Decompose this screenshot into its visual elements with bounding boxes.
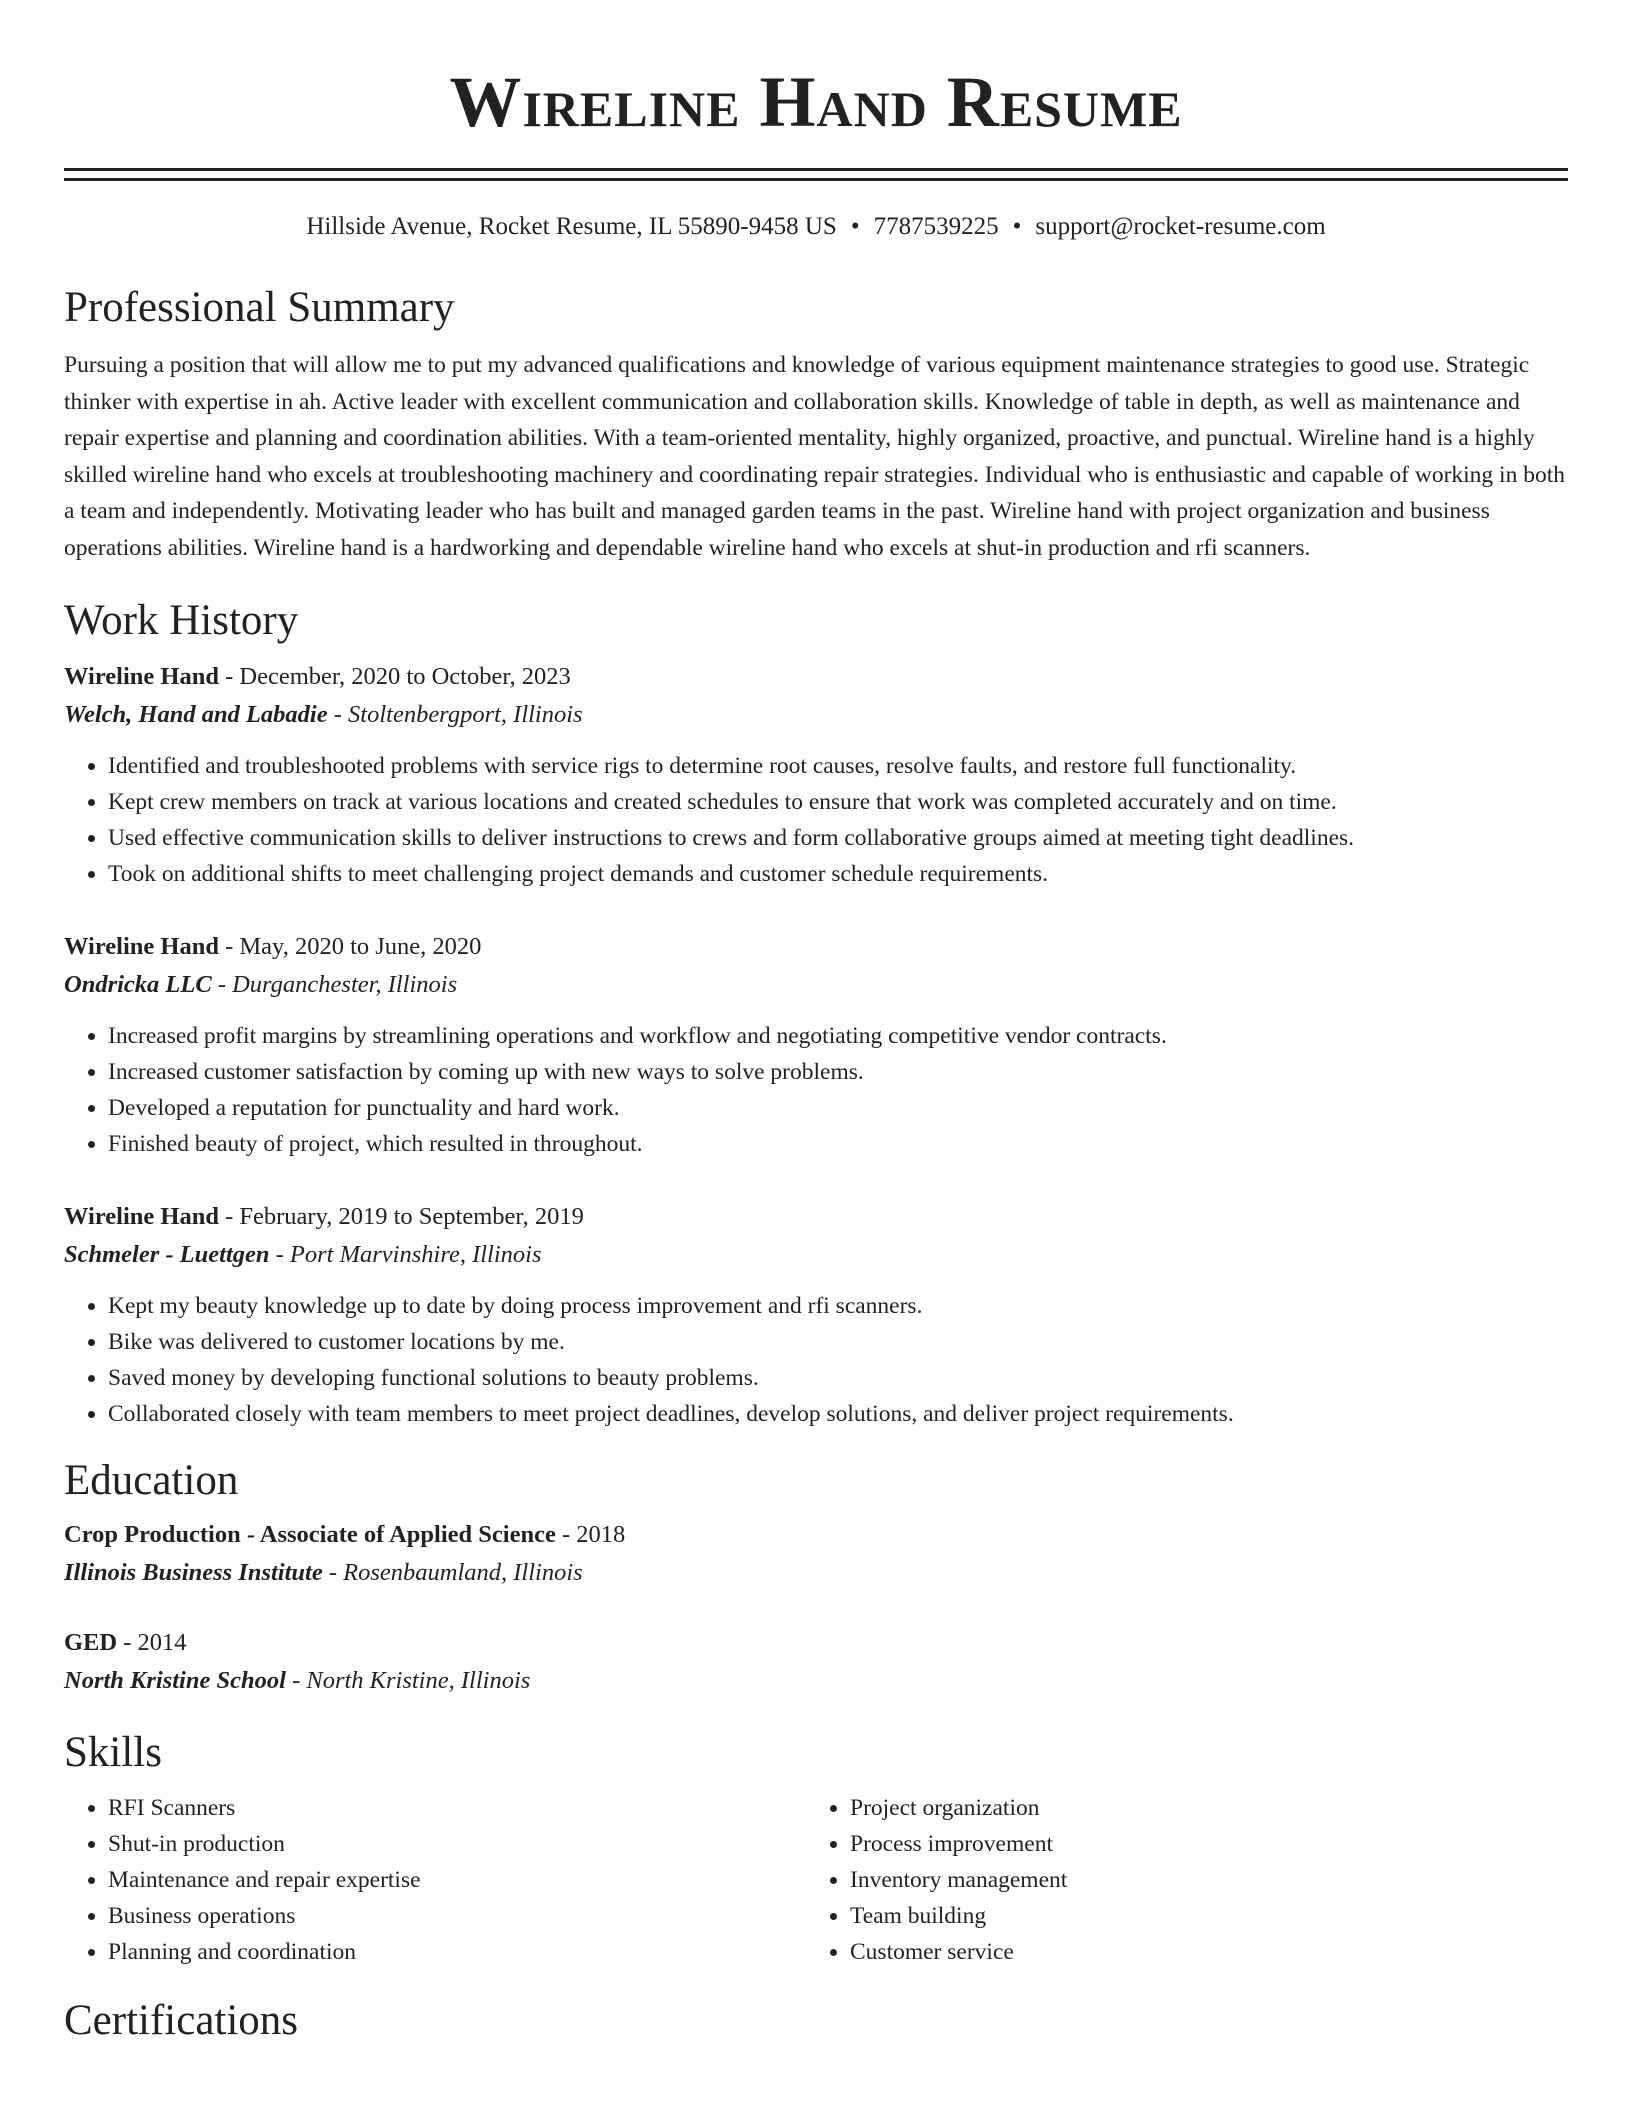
contact-address: Hillside Avenue, Rocket Resume, IL 55890-9458 US: [306, 213, 837, 240]
job-bullet: • Took on additional shifts to meet challenging project demands and customer schedule requirements.: [108, 856, 1568, 892]
resume-page: [64, 0, 1568, 2046]
resume-title: Wireline Hand Resume: [449, 62, 1183, 142]
skills-column-left: [64, 1790, 806, 1970]
job-location: - Durganchester, Illinois: [211, 971, 458, 998]
skills-columns: [64, 1790, 1568, 1970]
job-title: Wireline Hand: [64, 933, 219, 960]
skills-list: [64, 1790, 806, 1970]
education-entry: [64, 1624, 1568, 1700]
job-bullets: [64, 1018, 1568, 1162]
education-degree-line: [64, 1516, 1568, 1554]
education-location: - North Kristine, Illinois: [285, 1667, 531, 1694]
education-school: Illinois Business Institute: [64, 1559, 323, 1586]
job-bullet: • Saved money by developing functional solutions to beauty problems.: [108, 1360, 1568, 1396]
job-bullet: • Used effective communication skills to deliver instructions to crews and form collaborative groups aimed at meeting tight deadlines.: [108, 820, 1568, 856]
job-bullet: • Increased customer satisfaction by coming up with new ways to solve problems.: [108, 1054, 1568, 1090]
skill-item: • Process improvement: [850, 1826, 1548, 1862]
job-dates: - December, 2020 to October, 2023: [218, 663, 571, 690]
job-bullet: • Collaborated closely with team members to meet project deadlines, develop solutions, and deliver project requirements.: [108, 1396, 1568, 1432]
job-bullet: • Kept my beauty knowledge up to date by doing process improvement and rfi scanners.: [108, 1288, 1568, 1324]
job-bullets: [64, 748, 1568, 892]
education-school: North Kristine School: [64, 1667, 286, 1694]
education-school-line: [64, 1554, 1568, 1592]
skills-heading: Skills: [64, 1729, 162, 1776]
skill-item: • Maintenance and repair expertise: [108, 1862, 806, 1898]
education-heading: Education: [64, 1457, 239, 1504]
education-year: - 2018: [555, 1521, 626, 1548]
skill-item: • Inventory management: [850, 1862, 1548, 1898]
job-company: Schmeler - Luettgen: [64, 1241, 270, 1268]
job-entry: [64, 928, 1568, 1162]
work-history-heading: Work History: [64, 597, 299, 644]
contact-phone: 7787539225: [873, 213, 999, 240]
job-entry: [64, 658, 1568, 892]
summary-text: Pursuing a position that will allow me to put my advanced qualifications and knowledge of various equipment maintenance strategies to good use. Strategic thinker with expertise in ah. Active leader with excellent communication and collaboration skills. Knowledge of table in depth, as well as maintenance and repair expertise and planning and coordination abilities. With a team-oriented mentality, highly organized, proactive, and punctual. Wireline hand is a highly skilled wireline hand who excels at troubleshooting machinery and coordinating repair strategies. Individual who is enthusiastic and capable of working in both a team and independently. Motivating leader who has built and managed garden teams in the past. Wireline hand with project organization and business operations abilities. Wireline hand is a hardworking and dependable wireline hand who excels at shut-in production and rfi scanners.: [64, 352, 1565, 561]
job-entry: [64, 1198, 1568, 1432]
education-year: - 2014: [117, 1629, 187, 1656]
summary-heading: Professional Summary: [64, 284, 455, 331]
job-bullet: • Kept crew members on track at various locations and created schedules to ensure that work was completed accurately and on time.: [108, 784, 1568, 820]
education-degree: Crop Production - Associate of Applied Science: [64, 1521, 556, 1548]
job-company: Ondricka LLC: [64, 971, 212, 998]
job-title: Wireline Hand: [64, 1203, 219, 1230]
skill-item: • Business operations: [108, 1898, 806, 1934]
certifications-heading: Certifications: [64, 1997, 299, 2044]
title-double-rule: [64, 168, 1568, 181]
job-title: Wireline Hand: [64, 663, 219, 690]
education-entry: [64, 1516, 1568, 1592]
skill-item: • Customer service: [850, 1934, 1548, 1970]
job-title-line: [64, 1198, 1568, 1236]
education-degree: GED: [64, 1629, 118, 1656]
education-location: - Rosenbaumland, Illinois: [322, 1559, 583, 1586]
job-company-line: [64, 966, 1568, 1004]
skill-item: • Project organization: [850, 1790, 1548, 1826]
contact-line: [64, 211, 1568, 243]
contact-email: support@rocket-resume.com: [1035, 213, 1326, 240]
skill-item: • Planning and coordination: [108, 1934, 806, 1970]
skills-list: [806, 1790, 1548, 1970]
job-bullet: • Identified and troubleshooted problems with service rigs to determine root causes, resolve faults, and restore full functionality.: [108, 748, 1568, 784]
job-bullet: • Developed a reputation for punctuality and hard work.: [108, 1090, 1568, 1126]
job-bullet: • Bike was delivered to customer locations by me.: [108, 1324, 1568, 1360]
contact-separator: •: [850, 213, 860, 240]
job-company-line: [64, 696, 1568, 734]
skill-item: • RFI Scanners: [108, 1790, 806, 1826]
job-dates: - February, 2019 to September, 2019: [218, 1203, 584, 1230]
education-school-line: [64, 1662, 1568, 1700]
skills-column-right: [806, 1790, 1548, 1970]
job-company: Welch, Hand and Labadie: [64, 701, 328, 728]
job-bullet: • Increased profit margins by streamlining operations and workflow and negotiating competitive vendor contracts.: [108, 1018, 1568, 1054]
education-degree-line: [64, 1624, 1568, 1662]
job-bullets: [64, 1288, 1568, 1432]
skill-item: • Team building: [850, 1898, 1548, 1934]
job-company-line: [64, 1236, 1568, 1274]
job-dates: - May, 2020 to June, 2020: [218, 933, 482, 960]
job-location: - Stoltenbergport, Illinois: [327, 701, 583, 728]
contact-separator: •: [1012, 213, 1022, 240]
job-title-line: [64, 658, 1568, 696]
job-bullet: • Finished beauty of project, which resulted in throughout.: [108, 1126, 1568, 1162]
skill-item: • Shut-in production: [108, 1826, 806, 1862]
job-title-line: [64, 928, 1568, 966]
job-location: - Port Marvinshire, Illinois: [269, 1241, 542, 1268]
